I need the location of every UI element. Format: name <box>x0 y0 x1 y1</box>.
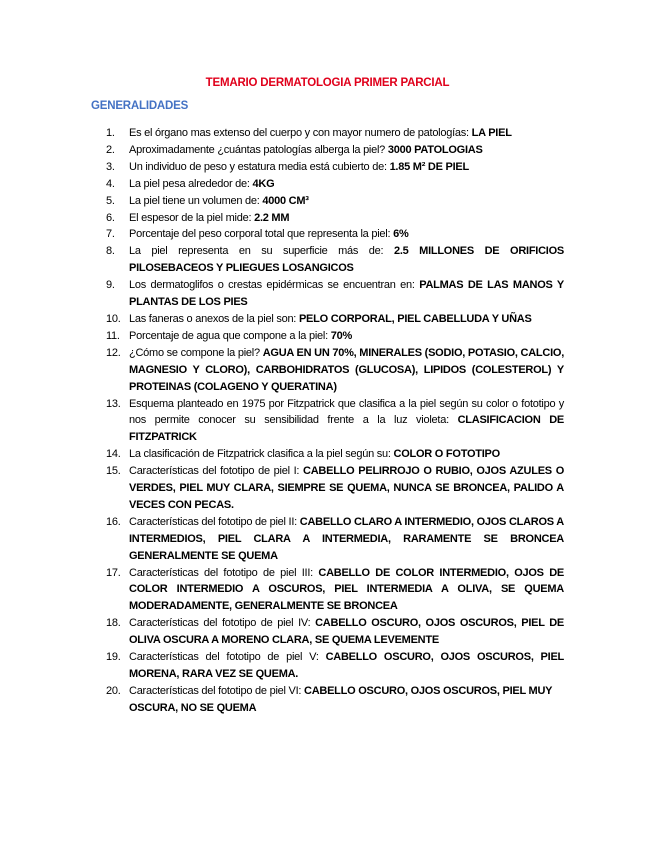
item-answer: 4000 CM³ <box>262 194 309 207</box>
item-question: Características del fototipo de piel V: <box>129 651 326 664</box>
list-item <box>0 226 564 243</box>
list-item <box>0 142 564 159</box>
item-answer: 70% <box>330 329 352 342</box>
list-item <box>0 159 564 176</box>
list-item <box>0 277 564 311</box>
item-answer: 6% <box>393 228 409 241</box>
item-question: Los dermatoglifos o crestas epidérmicas se encuentran en: <box>129 279 420 292</box>
item-number: 17. <box>106 566 121 579</box>
item-number: 4. <box>106 177 115 190</box>
item-answer: CLASIFICACION DE FITZPATRICK <box>129 414 565 444</box>
list-item <box>0 328 564 345</box>
item-number: 16. <box>106 515 121 528</box>
item-question: Características del fototipo de piel IV: <box>129 617 316 630</box>
item-number: 19. <box>106 651 121 664</box>
list-item <box>0 446 564 463</box>
item-question: El espesor de la piel mide: <box>129 211 255 224</box>
item-question: Porcentaje de agua que compone a la piel: <box>129 329 331 342</box>
list-item <box>0 565 564 616</box>
item-answer: PALMAS DE LAS MANOS Y PLANTAS DE LOS PIES <box>129 279 564 309</box>
document-title: TEMARIO DERMATOLOGIA PRIMER PARCIAL <box>205 77 450 89</box>
item-number: 10. <box>106 312 121 325</box>
list-item <box>0 615 564 649</box>
item-answer: CABELLO DE COLOR INTERMEDIO, OJOS DE COLOR INTERMEDIO A OSCUROS, PIEL INTERMEDIA A OLIVA, SE QUEMA MODERADAMENTE, GENERALMENTE SE BRONCEA <box>129 566 564 613</box>
list-item <box>0 193 564 210</box>
item-question: La piel pesa alrededor de: <box>129 177 253 190</box>
item-question: ¿Cómo se compone la piel? <box>129 346 263 359</box>
item-question: Esquema planteado en 1975 por Fitzpatrick que clasifica a la piel según su color o fototipo y nos permite conocer su sensibilidad frente a la luz violeta: <box>129 397 564 427</box>
item-number: 18. <box>106 617 121 630</box>
list-item <box>0 396 564 447</box>
item-number: 7. <box>106 228 115 241</box>
item-number: 6. <box>106 211 115 224</box>
list-item <box>0 683 564 717</box>
item-number: 9. <box>106 279 115 292</box>
list-item <box>0 176 564 193</box>
item-answer: CABELLO OSCURO, OJOS OSCUROS, PIEL MORENA, RARA VEZ SE QUEMA. <box>129 651 565 680</box>
item-answer: COLOR O FOTOTIPO <box>393 448 500 461</box>
item-number: 11. <box>106 329 120 342</box>
item-answer: CABELLO PELIRROJO O RUBIO, OJOS AZULES O VERDES, PIEL MUY CLARA, SIEMPRE SE QUEMA, NUNCA SE BRONCEA, PALIDO A VECES CON PECAS. <box>129 465 564 511</box>
item-answer: CABELLO OSCURO, OJOS OSCUROS, PIEL DE OLIVA OSCURA A MORENO CLARA, SE QUEMA LEVEMENTE <box>129 617 564 647</box>
item-question: Aproximadamente ¿cuántas patologías alberga la piel? <box>129 143 388 156</box>
item-number: 8. <box>106 245 115 258</box>
list-item <box>0 649 564 683</box>
list-item <box>0 210 564 227</box>
list-item <box>0 125 564 142</box>
list-item <box>0 243 564 277</box>
list-item <box>0 345 564 396</box>
item-question: Un individuo de peso y estatura media está cubierto de: <box>129 160 390 173</box>
question-list <box>0 125 655 717</box>
item-question: Características del fototipo de piel VI: <box>129 684 305 697</box>
item-question: Es el órgano mas extenso del cuerpo y con mayor numero de patologías: <box>129 127 472 139</box>
item-number: 12. <box>106 346 121 359</box>
item-answer: 1.85 M² DE PIEL <box>389 160 469 173</box>
item-question: Porcentaje del peso corporal total que representa la piel: <box>129 228 394 241</box>
item-answer: 3000 PATOLOGIAS <box>387 143 483 156</box>
list-item <box>0 463 564 514</box>
item-question: La piel tiene un volumen de: <box>129 194 263 207</box>
item-answer: LA PIEL <box>471 127 512 139</box>
item-question: Características del fototipo de piel I: <box>129 465 304 478</box>
item-question: Características del fototipo de piel II: <box>129 515 300 528</box>
list-item <box>0 514 564 565</box>
item-question: La piel representa en su superficie más de: <box>129 245 394 258</box>
item-number: 20. <box>106 684 121 697</box>
item-answer: 2.5 MILLONES DE ORIFICIOS PILOSEBACEOS Y PLIEGUES LOSANGICOS <box>129 245 564 275</box>
item-question: La clasificación de Fitzpatrick clasifica a la piel según su: <box>129 448 394 461</box>
item-answer: AGUA EN UN 70%, MINERALES (SODIO, POTASIO, CALCIO, MAGNESIO Y CLORO), CARBOHIDRATOS (GLUCOSA), LIPIDOS (COLESTEROL) Y PROTEINAS (COLAGENO Y QUERATINA) <box>129 346 564 393</box>
item-number: 13. <box>106 397 121 410</box>
item-number: 15. <box>106 465 121 478</box>
item-answer: CABELLO CLARO A INTERMEDIO, OJOS CLAROS A INTERMEDIOS, PIEL CLARA A INTERMEDIA, RARAMENTE SE BRONCEA GENERALMENTE SE QUEMA <box>129 515 564 562</box>
item-question: Características del fototipo de piel III: <box>129 566 319 579</box>
item-number: 1. <box>106 127 115 139</box>
item-number: 3. <box>106 160 115 173</box>
item-number: 5. <box>106 194 115 207</box>
item-answer: CABELLO OSCURO, OJOS OSCUROS, PIEL MUY OSCURA, NO SE QUEMA <box>129 684 553 714</box>
item-answer: PELO CORPORAL, PIEL CABELLUDA Y UÑAS <box>298 312 532 325</box>
item-number: 2. <box>106 143 115 156</box>
section-heading: GENERALIDADES <box>91 100 189 112</box>
item-answer: 2.2 MM <box>254 211 290 224</box>
item-answer: 4KG <box>252 177 275 190</box>
item-question: Las faneras o anexos de la piel son: <box>129 312 299 325</box>
item-number: 14. <box>106 448 121 461</box>
list-item <box>0 311 564 328</box>
